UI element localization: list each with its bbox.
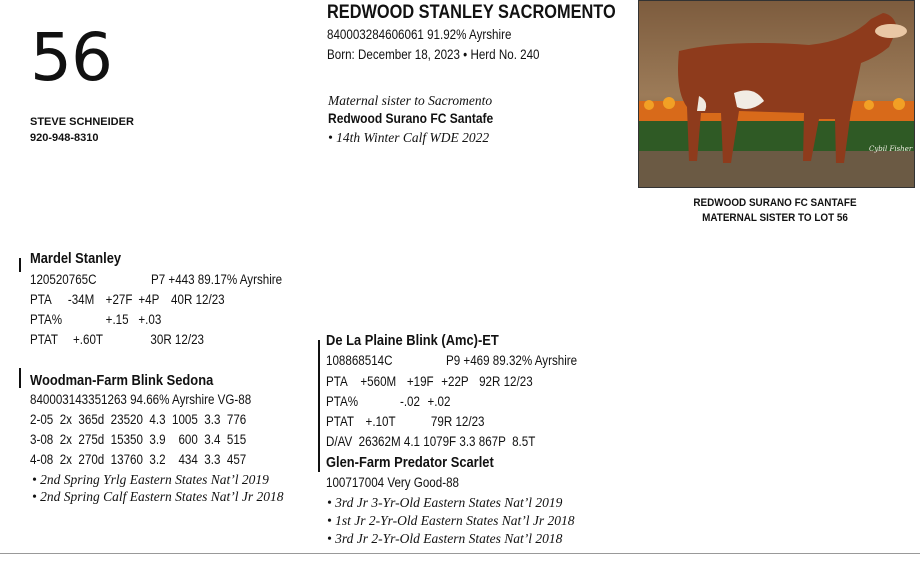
sire-pta-pct-row	[30, 311, 161, 328]
maternal-sister-award: • 14th Winter Calf WDE 2022	[328, 130, 490, 145]
mgs-reg-right: P9 +469 89.32% Ayrshire	[446, 353, 578, 368]
sire-name: Mardel Stanley	[30, 250, 122, 267]
lot-number: 56	[30, 19, 112, 96]
mgd-bracket	[318, 452, 320, 472]
pta-protein: +22P	[441, 374, 469, 389]
cow-photo-illustration	[639, 1, 915, 188]
pta-pct-fat: -.02	[399, 394, 420, 409]
dam-registration: 840003143351263 94.66% Ayrshire VG-88	[30, 392, 252, 407]
sire-ptat-row	[30, 331, 204, 348]
seller-name: STEVE SCHNEIDER	[30, 116, 134, 128]
pta-fat: +19F	[406, 374, 434, 389]
sire-bracket	[19, 258, 21, 272]
maternal-sister-label: Maternal sister to Sacromento	[328, 93, 493, 108]
mgs-ptat-row	[326, 413, 485, 430]
mgs-dav: D/AV 26362M 4.1 1079F 3.3 867P 8.5T	[326, 434, 536, 449]
ptat-reliability: 79R 12/23	[430, 414, 485, 429]
cow-photo	[638, 0, 915, 188]
animal-registration: 840003284606061 91.92% Ayrshire	[327, 27, 512, 42]
seller-info	[30, 114, 134, 146]
pta-milk: -34M	[67, 292, 95, 307]
pta-fat: +27F	[105, 292, 133, 307]
dam-award-2: • 2nd Spring Calf Eastern States Nat’l Jr 2018	[32, 489, 284, 504]
dam-name: Woodman-Farm Blink Sedona	[30, 372, 214, 389]
pta-reliability: 92R 12/23	[479, 374, 533, 389]
sire-reg-right: P7 +443 89.17% Ayrshire	[151, 272, 283, 287]
pta-pct-fat: +.15	[105, 312, 129, 327]
pta-pct-label: PTA%	[326, 394, 359, 409]
pta-protein: +4P	[138, 292, 160, 307]
animal-birth-herd: Born: December 18, 2023 • Herd No. 240	[327, 47, 540, 62]
pta-pct-protein: +.02	[427, 394, 451, 409]
photo-watermark: Cybil Fisher	[869, 145, 913, 153]
dam-award-1: • 2nd Spring Yrlg Eastern States Nat’l 2019	[32, 472, 269, 487]
page-divider	[0, 553, 920, 554]
photo-caption-line1: REDWOOD SURANO FC SANTAFE	[693, 197, 857, 209]
pta-label: PTA	[326, 374, 348, 389]
ptat-label: PTAT	[30, 332, 58, 347]
photo-caption	[654, 196, 897, 226]
dam-bracket	[19, 368, 21, 388]
ptat-reliability: 30R 12/23	[150, 332, 204, 347]
mgd-name: Glen-Farm Predator Scarlet	[326, 454, 494, 471]
mgs-bracket	[318, 340, 320, 468]
ptat-value: +.10T	[365, 414, 396, 429]
pta-milk: +560M	[360, 374, 397, 389]
sire-pta-row	[30, 291, 225, 308]
ptat-value: +.60T	[73, 332, 104, 347]
mgs-reg: 108868514C	[326, 353, 393, 368]
ptat-label: PTAT	[326, 414, 354, 429]
pta-label: PTA	[30, 292, 52, 307]
mgs-name: De La Plaine Blink (Amc)-ET	[326, 332, 499, 349]
mgd-registration: 100717004 Very Good-88	[326, 475, 459, 490]
animal-name: REDWOOD STANLEY SACROMENTO	[327, 2, 616, 23]
pta-pct-label: PTA%	[30, 312, 63, 327]
mgd-award-3: • 3rd Jr 2-Yr-Old Eastern States Nat’l 2018	[327, 531, 563, 546]
photo-caption-line2: MATERNAL SISTER TO LOT 56	[702, 212, 848, 224]
mgs-pta-pct-row	[326, 393, 450, 410]
pta-reliability: 40R 12/23	[171, 292, 225, 307]
dam-record-1: 2-05 2x 365d 23520 4.3 1005 3.3 776	[30, 412, 247, 427]
dam-record-2: 3-08 2x 275d 15350 3.9 600 3.4 515	[30, 432, 247, 447]
mgs-pta-row	[326, 373, 533, 390]
sire-reg: 120520765C	[30, 272, 97, 287]
pta-pct-protein: +.03	[138, 312, 162, 327]
mgd-award-2: • 1st Jr 2-Yr-Old Eastern States Nat’l Jr 2018	[327, 513, 575, 528]
seller-phone: 920-948-8310	[30, 132, 99, 144]
mgd-award-1: • 3rd Jr 3-Yr-Old Eastern States Nat’l 2019	[327, 495, 563, 510]
maternal-sister-name: Redwood Surano FC Santafe	[328, 110, 494, 126]
dam-record-3: 4-08 2x 270d 13760 3.2 434 3.3 457	[30, 452, 247, 467]
